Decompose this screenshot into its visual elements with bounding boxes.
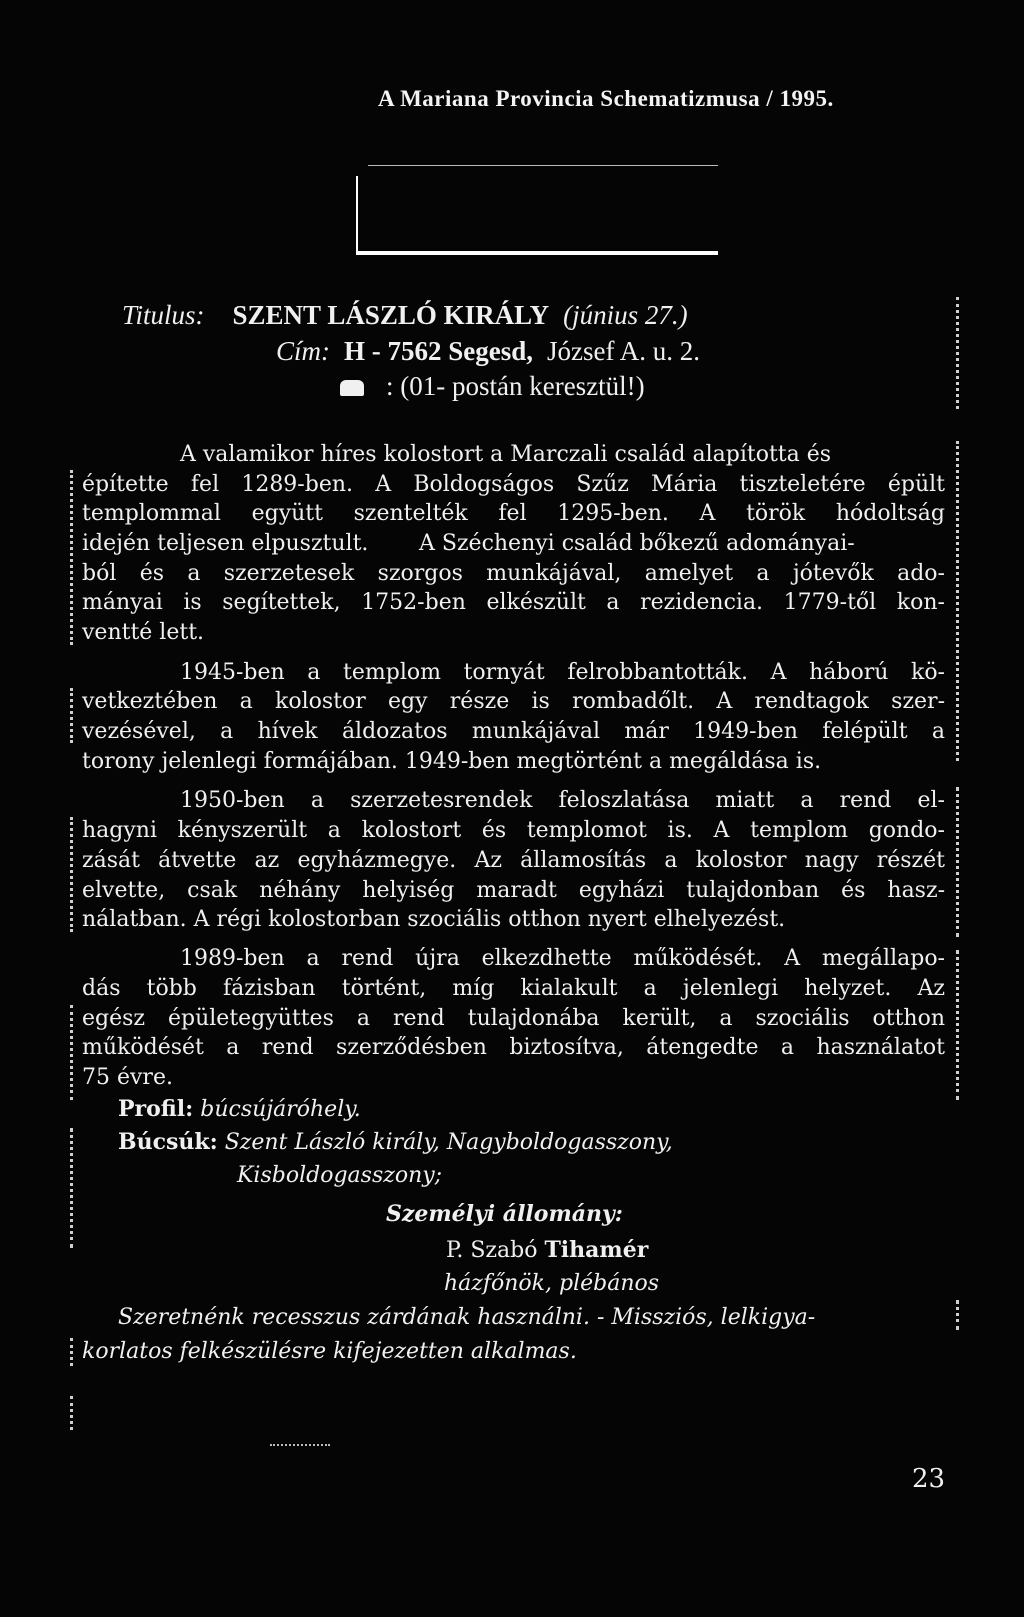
titulus-label: Titulus: xyxy=(122,300,205,330)
margin-dots xyxy=(70,1005,76,1100)
body-line: vetkeztében a kolostor egy része is rombadőlt. A rendtagok szer- xyxy=(82,689,945,714)
bucsuk-line xyxy=(118,1128,673,1157)
margin-dots xyxy=(70,470,76,645)
note-line: Szeretnénk recesszus zárdának használni. - Missziós, lelkigya- xyxy=(118,1305,816,1330)
bottom-dots xyxy=(270,1444,330,1447)
note-line: korlatos felkészülésre kifejezetten alkalmas. xyxy=(82,1339,577,1364)
body-line: A Széchenyi család bőkezű adományai- xyxy=(419,531,855,556)
margin-dots xyxy=(70,688,76,743)
body-line: zását átvette az egyházmegye. Az államosítás a kolostor nagy részét xyxy=(82,848,945,873)
titulus-value: SZENT LÁSZLÓ KIRÁLY xyxy=(232,300,550,330)
bucsuk-label: Búcsúk: xyxy=(118,1129,218,1155)
cim-bold: H - 7562 Segesd, xyxy=(344,336,533,366)
margin-dots xyxy=(956,950,962,1100)
body-line: idején teljesen elpusztult. xyxy=(82,531,369,556)
body-line: 1989-ben a rend újra elkezdhette működését. A megállapo- xyxy=(180,946,945,971)
running-header: A Mariana Provincia Schematizmusa / 1995. xyxy=(378,86,834,111)
body-line: hagyni kényszerült a kolostort és templomot is. A templom gondo- xyxy=(82,818,945,843)
body-line: templommal együtt szentelték fel 1295-ben. A török hódoltság xyxy=(82,501,945,526)
margin-dots xyxy=(70,1338,76,1366)
cim-label: Cím: xyxy=(276,336,330,366)
body-line: egész épületegyüttes a rend tulajdonába került, a szociális otthon xyxy=(82,1006,945,1031)
page-number: 23 xyxy=(912,1464,946,1494)
margin-dots xyxy=(70,1128,76,1248)
phone-text: : (01- postán keresztül!) xyxy=(386,371,645,401)
body-line: mányai is segítettek, 1752-ben elkészült a rezidencia. 1779-től kon- xyxy=(82,590,945,615)
body-line: 1945-ben a templom tornyát felrobbantották. A háború kö- xyxy=(180,660,945,685)
bucsuk-value-2: Kisboldogasszony; xyxy=(237,1163,443,1188)
body-line: nálatban. A régi kolostorban szociális otthon nyert elhelyezést. xyxy=(82,907,786,932)
margin-dots xyxy=(956,787,962,937)
body-line: A valamikor híres kolostort a Marczali család alapította és xyxy=(180,442,832,467)
person-prefix: P. Szabó xyxy=(446,1238,538,1263)
cim-line xyxy=(276,337,700,368)
profil-value: búcsújáróhely. xyxy=(200,1097,361,1122)
body-line: torony jelenlegi formájában. 1949-ben megtörtént a megáldása is. xyxy=(82,749,822,774)
body-line: ból és a szerzetesek szorgos munkájával, amelyet a jótevők ado- xyxy=(82,561,945,586)
person-line xyxy=(446,1236,648,1265)
body-line: dás több fázisban történt, míg kialakult a jelenlegi helyzet. Az xyxy=(82,976,945,1001)
person-name: Tihamér xyxy=(544,1237,649,1263)
body-line: ventté lett. xyxy=(82,620,205,645)
telephone-icon xyxy=(340,380,364,396)
profil-label: Profil: xyxy=(118,1096,194,1122)
body-line: elvette, csak néhány helyiség maradt egyházi tulajdonban és hasz- xyxy=(82,878,945,903)
phone-line xyxy=(340,372,645,403)
body-line: építette fel 1289-ben. A Boldogságos Szűz Mária tiszteletére épült xyxy=(82,472,945,497)
cim-rest: József A. u. 2. xyxy=(547,336,700,366)
bucsuk-value: Szent László király, Nagyboldogasszony, xyxy=(224,1130,673,1155)
titulus-date: (június 27.) xyxy=(563,300,688,330)
top-rule xyxy=(368,165,718,166)
corner-frame xyxy=(356,176,718,255)
body-line: vezésével, a hívek áldozatos munkájával már 1949-ben felépült a xyxy=(82,719,945,744)
person-role: házfőnök, plébános xyxy=(444,1271,660,1296)
margin-dots xyxy=(70,1396,76,1430)
body-line: működését a rend szerződésben biztosítva, átengedte a használatot xyxy=(82,1035,945,1060)
szemelyi-allomany-heading: Személyi állomány: xyxy=(386,1201,623,1227)
profil-line xyxy=(118,1095,361,1124)
margin-dots xyxy=(956,441,962,761)
titulus-line xyxy=(122,301,688,332)
body-line: 75 évre. xyxy=(82,1065,173,1090)
body-line: 1950-ben a szerzetesrendek feloszlatása miatt a rend el- xyxy=(180,788,945,813)
margin-dots xyxy=(956,297,962,409)
margin-dots xyxy=(70,817,76,932)
margin-dots xyxy=(956,1300,962,1330)
